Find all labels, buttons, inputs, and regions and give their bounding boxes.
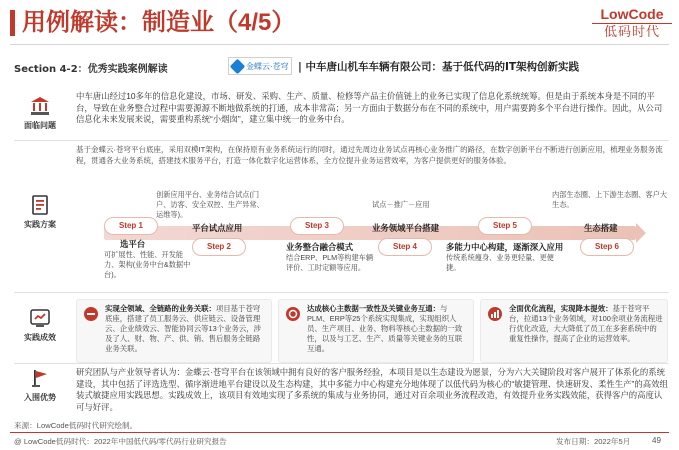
practice-label: 实践方案 [24,220,56,229]
step-1-title: 选平台 [120,239,146,249]
timeline-arrow-icon [636,223,646,243]
effect-3-title: 全面优化流程，实现降本提效： [509,304,613,313]
step-5-desc: 传统系统瘦身、业务更轻量、更便捷。 [446,253,554,272]
chart-icon [487,306,503,322]
section-divider [10,44,669,45]
case-title: | 中车唐山机车车辆有限公司：基于低代码的IT架构创新实践 [298,61,580,73]
effect-2-text [307,304,469,354]
step-1-desc: 可扩展性、性能、开发能力、架构(业务中台&数据中台)。 [104,250,191,279]
kingdee-logo-text: 金蝶云·苍穹 [246,62,289,71]
effect-3-text [509,304,663,344]
step-4-title: 业务领域平台搭建 [372,223,439,233]
honor-label: 入围优势 [24,393,56,402]
step-5-title: 多能力中心构建，逐渐深入应用 [446,242,564,252]
step-3-badge: Step 3 [290,217,344,235]
step-2-badge: Step 2 [192,238,246,256]
effect-1-body: 项目基于苍穹底座，搭建了员工服务云、供应链云、设备管理云、企业绩效云、智能协同云等13个业务云，涉及了人、财、物、产、供、销、售后服务全链路业务关联。 [105,304,262,353]
effect-box-3 [480,299,668,363]
effect-3-body: 基于苍穹平台，拉通13个业务领域，对100余项业务流程进行优化改造，大大降低了员工在多套系统中的重复性操作，提高了企业的运营效率。 [509,304,663,343]
row-divider [14,292,669,293]
title-accent-bar [10,10,15,36]
practice-intro: 基于金蝶云·苍穹平台底座，采用双模IT架构，在保持原有业务系统运行的同时，通过先周边业务试点再核心业务推广的路径，在数字创新平台不断进行创新应用，梳理业务服务流程，贯通各大业务系统，搭建技术服务平台，打造一体化数字化运营体系，全方位提升业务运营效率，为客户提供更好的服务体验。 [76,145,663,165]
logo-sub: 低码时代 [592,23,672,39]
row-divider [14,140,669,141]
step-3-title: 业务整合融合模式 [286,242,353,252]
step-6-desc: 内部生态圈、上下游生态圈、客户大生态。 [552,190,668,209]
honor-text: 研究团队与产业领导者认为：金蝶云·苍穹平台在该领域中拥有良好的客户服务经验，本项目是以生态建设为愿景，分为六大关键阶段对客户展开了体系化的系统建设，其中包括了评选选型、循序渐进地平台建设以及生态构建，其中多能力中心构建充分地体现了以低代码为核心的“敏捷管理、快速研发、柔性生产”的高效组装式敏捷应用实践思想。实践成效上，该项目有效地实现了多系统的集成与业务协同，通过对百余项业务流程改造，有效提升业务实践效能，获得客户的高度认可与好评。 [76,367,668,412]
effect-label-block [14,308,66,343]
sync-icon [285,306,301,322]
row-divider [14,363,669,364]
document-icon [30,195,50,215]
effect-box-2 [278,299,474,363]
kingdee-logo [228,57,292,75]
logo-brand: LowCode [600,6,664,22]
step-1-badge: Step 1 [104,217,158,235]
step-4-desc: 试点－推广－应用 [372,200,430,209]
step-6-title: 生态搭建 [584,223,618,233]
link-icon [83,306,99,322]
effect-2-body: 与PLM、ERP等25个系统实现集成，实现组织人员、生产项目、业务、物料等核心主数据的一致性，以及与工艺、生产、质量等关键业务的互联互通。 [307,304,463,353]
section-label: Section 4-2：优秀实践案例解读 [14,64,168,75]
problem-label: 面临问题 [24,121,56,130]
effect-1-title: 实现全领域、全链路的业务关联： [105,304,216,313]
handshake-icon [30,308,50,328]
effect-box-1 [76,299,272,363]
effect-label: 实践成效 [24,333,56,342]
page-number: 49 [652,436,661,445]
step-6-badge: Step 6 [580,238,634,256]
footer-report-title: @ LowCode低码时代：2022年中国低代码/零代码行业研究报告 [14,437,227,446]
honor-label-block [14,368,66,403]
step-5-badge: Step 5 [478,217,532,235]
page-title: 用例解读：制造业（4/5） [22,9,296,36]
practice-label-block [14,195,66,230]
step-2-desc: 创新应用平台、业务结合试点(门户、访客、安全双控、生产异常、运维等)。 [156,190,264,219]
source-note: 来源：LowCode低码时代研究绘制。 [14,421,138,430]
bank-icon [30,96,50,116]
kingdee-mark-icon [230,59,246,75]
step-3-desc: 结合ERP、PLM等构建车辆评价、工时定额等应用。 [286,253,374,272]
effect-1-text [105,304,267,354]
footer-date: 发布日期：2022年5月 [556,437,631,446]
problem-text: 中车唐山经过10多年的信息化建设，市场、研发、采购、生产、质量、检修等产品主价值链上的业务已实现了信息化系统统筹。但是由于系统本身是不同的平台，导致在业务整合过程中需要源源不断地做系统的打通，成本非常高；另一方面由于数据分布在不同的系统中，用户需要跨多个平台进行操作。因此，从公司信息化未来发展来说，需要重构系统“小烟囱”，建立集中统一的业务中台。 [76,91,663,125]
step-2-title: 平台试点应用 [192,223,243,233]
flag-icon [30,368,50,388]
footer-divider [10,432,669,433]
effect-2-title: 达成核心主数据一致性及关键业务互通： [307,304,441,313]
step-timeline-track [104,226,636,240]
problem-label-block [14,96,66,131]
lowcode-logo [592,6,672,39]
step-4-badge: Step 4 [378,238,432,256]
